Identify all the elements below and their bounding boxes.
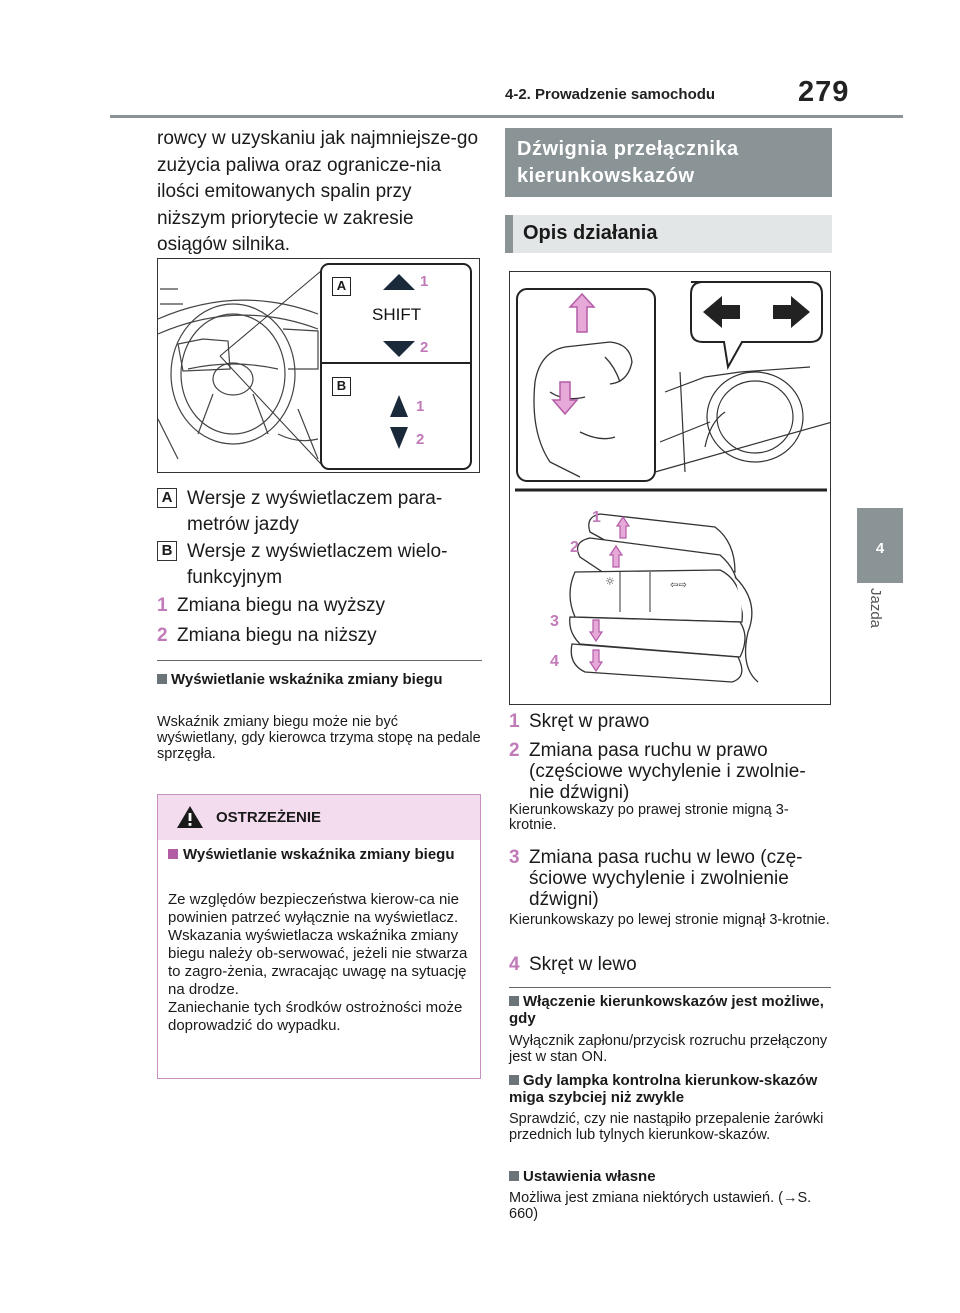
right-note-1-title: Włączenie kierunkowskazów jest możliwe, gdy: [509, 993, 824, 1027]
divider: [157, 660, 482, 661]
note-body: Wskaźnik zmiany biegu może nie być wyświetlany, gdy kierowca trzyma stopę na pedale sprzęgła.: [157, 714, 481, 762]
lever-num-1: 1: [592, 509, 601, 526]
right-note-2-body: Sprawdzić, czy nie nastąpiło przepalenie żarówki przednich lub tylnych kierunkow-skazów.: [509, 1111, 824, 1143]
right-item-2-num: 2: [509, 740, 520, 761]
right-note-1-body: Wyłącznik zapłonu/przycisk rozruchu przełączony jest w stan ON.: [509, 1033, 828, 1065]
note-title: Wyświetlanie wskaźnika zmiany biegu: [157, 671, 477, 688]
list-item-2-text: Zmiana biegu na niższy: [177, 625, 377, 646]
dashboard-illustration: [158, 259, 480, 473]
warning-paragraph-2: Zaniechanie tych środków ostrożności może doprowadzić do wypadku.: [168, 999, 463, 1034]
warning-header: [158, 795, 480, 840]
square-bullet-icon: [168, 849, 178, 859]
right-item-4: [509, 954, 829, 975]
section-title: Dźwignia przełącznika kierunkowskazów: [505, 128, 832, 197]
list-item-1-text: Zmiana biegu na wyższy: [177, 595, 386, 616]
chapter-tab-label: Jazda: [867, 588, 884, 629]
square-bullet-icon: [509, 1075, 519, 1085]
svg-text:☼: ☼: [605, 575, 615, 588]
list-item-2-num: 2: [157, 625, 168, 646]
list-item-1: [157, 593, 385, 619]
down-arrow-icon: [383, 341, 415, 357]
panel-a-label: A: [332, 277, 351, 296]
warning-body: [168, 891, 478, 1035]
lever-num-3: 3: [550, 613, 559, 630]
legend-b-text: Wersje z wyświetlaczem wielo-funkcyjnym: [187, 541, 448, 588]
chapter-tab: 4: [857, 508, 903, 583]
panel-b-num-1: 1: [416, 398, 425, 415]
up-triangle-icon: [390, 395, 408, 417]
intro-paragraph: rowcy w uzyskaniu jak najmniejsze-go zużycia paliwa oraz ogranicze-nia ilości emitowanych spalin przy niższym priorytecie w zakresie osiągów silnika.: [157, 128, 479, 255]
warning-paragraph-1: Ze względów bezpieczeństwa kierow-ca nie powinien patrzeć wyłącznie na wyświetlacz. Wskazania wyświetlacza wskaźnika zmiany biegu należy ob-serwować, jeżeli nie stwarza to zagro-żenia, zwracając uwagę na sytuację na drodze.: [168, 891, 468, 998]
right-item-1-text: Skręt w prawo: [529, 711, 650, 732]
square-bullet-icon: [509, 1171, 519, 1181]
right-item-3-note: Kierunkowskazy po lewej stronie mignął 3-krotnie.: [509, 912, 830, 928]
shift-indicator-figure: [157, 258, 480, 473]
warning-subtitle: Wyświetlanie wskaźnika zmiany biegu: [168, 845, 473, 864]
page-number: 279: [798, 76, 850, 108]
list-item-2: [157, 623, 377, 649]
legend-a-key: A: [157, 488, 177, 508]
turn-signal-figure: [509, 271, 831, 705]
legend-a: [157, 486, 477, 538]
warning-triangle-icon: [176, 805, 204, 829]
section-header: 4-2. Prowadzenie samochodu: [505, 86, 716, 103]
right-item-4-text: Skręt w lewo: [529, 954, 637, 975]
header-rule: [110, 115, 903, 118]
right-item-2-note: Kierunkowskazy po prawej stronie migną 3-krotnie.: [509, 802, 789, 833]
down-triangle-icon: [390, 427, 408, 449]
panel-b-label: B: [332, 377, 351, 396]
right-item-1-num: 1: [509, 711, 520, 732]
right-note-3-title: Ustawienia własne: [509, 1168, 827, 1185]
panel-a-num-1: 1: [420, 273, 429, 290]
panel-a-num-2: 2: [420, 339, 429, 356]
square-bullet-icon: [157, 674, 167, 684]
subsection-title: Opis działania: [505, 215, 832, 253]
list-item-1-num: 1: [157, 595, 168, 616]
right-item-1: [509, 711, 829, 732]
right-item-3-num: 3: [509, 847, 520, 868]
turn-signal-illustration: [510, 272, 831, 705]
right-note-2-title: Gdy lampka kontrolna kierunkow-skazów miga szybciej niż zwykle: [509, 1072, 818, 1106]
right-item-2: [509, 740, 819, 803]
divider: [509, 987, 831, 988]
panel-b-num-2: 2: [416, 431, 425, 448]
legend-b-key: B: [157, 541, 177, 561]
square-bullet-icon: [509, 996, 519, 1006]
warning-title: OSTRZEŻENIE: [216, 809, 322, 826]
shift-label: SHIFT: [372, 305, 422, 324]
legend-b: [157, 539, 477, 591]
legend-a-text: Wersje z wyświetlaczem para-metrów jazdy: [187, 488, 443, 535]
right-item-4-num: 4: [509, 954, 520, 975]
right-note-3-body: Możliwa jest zmiana niektórych ustawień. (→S. 660): [509, 1190, 812, 1222]
right-item-2-text: Zmiana pasa ruchu w prawo (częściowe wychylenie i zwolnie-nie dźwigni): [529, 740, 806, 803]
svg-text:⇦⇨: ⇦⇨: [670, 580, 687, 591]
lever-num-2: 2: [570, 539, 579, 556]
up-arrow-icon: [383, 274, 415, 290]
right-item-3: [509, 847, 819, 910]
warning-box: [157, 794, 481, 1079]
lever-num-4: 4: [550, 653, 559, 670]
right-item-3-text: Zmiana pasa ruchu w lewo (czę-ściowe wychylenie i zwolnienie dźwigni): [529, 847, 803, 910]
